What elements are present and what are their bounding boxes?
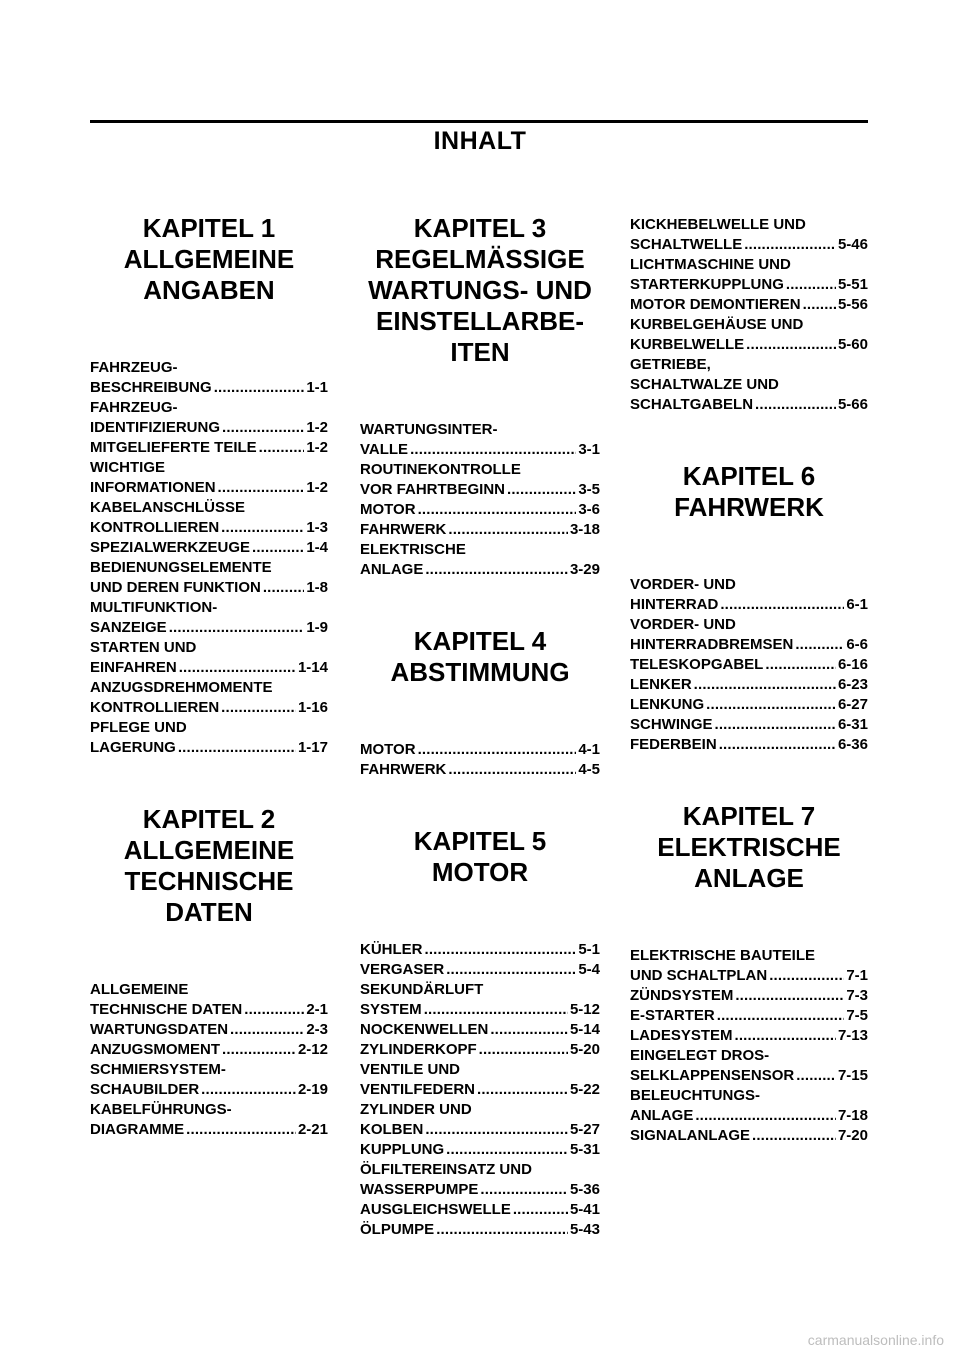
toc-entry-page: 5-27	[569, 1121, 600, 1138]
toc-entry[interactable]	[630, 695, 868, 715]
toc-entry-title: SCHAUBILDER	[90, 1081, 200, 1098]
toc-entry-title: UND SCHALTPLAN	[630, 967, 768, 984]
toc-entry-page: 1-4	[306, 539, 328, 556]
toc-entry-title: SPEZIALWERKZEUGE	[90, 539, 251, 556]
toc-entry[interactable]	[90, 358, 328, 398]
chapter-4	[360, 626, 600, 780]
dot-leader	[436, 1220, 568, 1240]
toc-entry-title-line1: VORDER- UND	[630, 616, 736, 633]
toc-entry[interactable]	[90, 718, 328, 758]
dot-leader	[410, 440, 576, 460]
toc-entry[interactable]	[630, 655, 868, 675]
toc-entry-title: LAGERUNG	[90, 739, 176, 756]
dot-leader	[480, 1180, 568, 1200]
toc-entry-title-line1: WARTUNGSINTER-	[360, 421, 498, 438]
toc-entry-page: 1-2	[306, 439, 328, 456]
toc-entry-page: 5-31	[569, 1141, 600, 1158]
dot-leader	[214, 378, 305, 398]
toc-entry[interactable]	[360, 460, 600, 500]
toc-entry-title: VOR FAHRTBEGINN	[360, 481, 506, 498]
toc-entry-page: 6-6	[846, 636, 868, 653]
toc-entry[interactable]	[360, 1140, 600, 1160]
dot-leader	[786, 275, 836, 295]
toc-entry-title: SCHWINGE	[630, 716, 713, 733]
toc-entry[interactable]	[630, 715, 868, 735]
toc-entry-title: ZYLINDERKOPF	[360, 1041, 477, 1058]
toc-entry-title-line1: KABELANSCHLÜSSE	[90, 499, 246, 516]
dot-leader	[221, 518, 304, 538]
toc-entry[interactable]	[360, 1100, 600, 1140]
toc-entry-title: NOCKENWELLEN	[360, 1021, 489, 1038]
toc-entry-title: AUSGLEICHSWELLE	[360, 1201, 511, 1218]
dot-leader	[755, 395, 836, 415]
toc-entry[interactable]	[360, 1020, 600, 1040]
toc-entry-title: UND DEREN FUNKTION	[90, 579, 261, 596]
toc-entry-title: KOLBEN	[360, 1121, 424, 1138]
toc-entry-title: KONTROLLIEREN	[90, 699, 220, 716]
toc-entry-page: 5-1	[578, 941, 600, 958]
toc-entry-page: 6-16	[837, 656, 868, 673]
toc-entry-page: 1-16	[297, 699, 328, 716]
toc-entry-page: 1-1	[306, 379, 328, 396]
toc-entry-title: E-STARTER	[630, 1007, 715, 1024]
chapter-heading: KAPITEL 6 FAHRWERK	[674, 461, 824, 522]
toc-entry[interactable]	[630, 315, 868, 355]
toc-entry-page: 5-4	[578, 961, 600, 978]
dot-leader	[720, 595, 844, 615]
dot-leader	[179, 658, 296, 678]
toc-entry-page: 5-20	[569, 1041, 600, 1058]
toc-entry[interactable]	[630, 215, 868, 255]
toc-column-1	[90, 205, 328, 1140]
toc-entry-page: 6-1	[846, 596, 868, 613]
toc-entry[interactable]	[360, 1220, 600, 1240]
toc-entry-page: 2-21	[297, 1121, 328, 1138]
toc-entry-page: 5-36	[569, 1181, 600, 1198]
toc-entry-page: 3-6	[578, 501, 600, 518]
toc-entry-title: MITGELIEFERTE TEILE	[90, 439, 257, 456]
dot-leader	[222, 418, 304, 438]
toc-entry-page: 5-12	[569, 1001, 600, 1018]
dot-leader	[803, 295, 836, 315]
toc-entry[interactable]	[90, 438, 328, 458]
toc-entry-page: 4-1	[578, 741, 600, 758]
toc-entry-title: INFORMATIONEN	[90, 479, 216, 496]
toc-entry[interactable]	[630, 1006, 868, 1026]
toc-entry[interactable]	[360, 500, 600, 520]
dot-leader	[735, 986, 844, 1006]
toc-entry-title: SIGNALANLAGE	[630, 1127, 750, 1144]
toc-entry-page: 5-41	[569, 1201, 600, 1218]
toc-entry-page: 7-3	[846, 987, 868, 1004]
toc-entry[interactable]	[630, 615, 868, 655]
toc-entry-title: STARTERKUPPLUNG	[630, 276, 784, 293]
toc-entry[interactable]	[630, 575, 868, 615]
toc-entry-title: VENTILFEDERN	[360, 1081, 476, 1098]
toc-entry-title: MOTOR	[360, 501, 416, 518]
toc-entry[interactable]	[630, 255, 868, 295]
dot-leader	[513, 1200, 568, 1220]
dot-leader	[448, 760, 576, 780]
dot-leader	[744, 235, 836, 255]
top-rule	[90, 120, 868, 123]
dot-leader	[477, 1080, 568, 1100]
toc-entry-title: ÖLPUMPE	[360, 1221, 435, 1238]
toc-entry-page: 1-9	[306, 619, 328, 636]
toc-entry-title-line1: KABELFÜHRUNGS-	[90, 1101, 232, 1118]
toc-entry[interactable]	[90, 638, 328, 678]
toc-entry-page: 5-66	[837, 396, 868, 413]
toc-entry-page: 2-3	[306, 1021, 328, 1038]
toc-entry[interactable]	[360, 1060, 600, 1100]
toc-entry-title-line1: ROUTINEKONTROLLE	[360, 461, 521, 478]
toc-entry[interactable]	[360, 520, 600, 540]
dot-leader	[178, 738, 296, 758]
toc-entry-title: FAHRWERK	[360, 521, 447, 538]
dot-leader	[719, 735, 836, 755]
toc-entry[interactable]	[90, 498, 328, 538]
dot-leader	[706, 695, 836, 715]
toc-entry-title: LADESYSTEM	[630, 1027, 733, 1044]
toc-entry[interactable]	[90, 398, 328, 438]
chapter-heading: KAPITEL 2 ALLGEMEINE TECHNISCHE DATEN	[123, 804, 295, 927]
toc-entry[interactable]	[360, 1160, 600, 1200]
dot-leader	[222, 1040, 296, 1060]
dot-leader	[746, 335, 836, 355]
toc-entry-title: LENKUNG	[630, 696, 705, 713]
dot-leader	[695, 1106, 836, 1126]
toc-entry[interactable]	[90, 598, 328, 638]
toc-entry-title: HINTERRAD	[630, 596, 719, 613]
toc-entry-page: 7-18	[837, 1107, 868, 1124]
dot-leader	[752, 1126, 836, 1146]
toc-entry[interactable]	[90, 558, 328, 598]
page-title: INHALT	[433, 127, 527, 155]
toc-entry[interactable]	[630, 1026, 868, 1046]
toc-entry-page: 2-12	[297, 1041, 328, 1058]
dot-leader	[244, 1000, 304, 1020]
toc-entry[interactable]	[630, 355, 868, 415]
toc-entry-title: FAHRWERK	[360, 761, 447, 778]
toc-entry-page: 7-13	[837, 1027, 868, 1044]
toc-entry-title: VALLE	[360, 441, 409, 458]
toc-entry-page: 5-14	[569, 1021, 600, 1038]
dot-leader	[769, 966, 844, 986]
toc-entry-title-line1: VORDER- UND	[630, 576, 736, 593]
toc-entry[interactable]	[90, 678, 328, 718]
dot-leader	[169, 618, 305, 638]
toc-entry-title: SCHALTWELLE	[630, 236, 743, 253]
dot-leader	[717, 1006, 845, 1026]
toc-entry-page: 1-2	[306, 479, 328, 496]
toc-entry-page: 6-31	[837, 716, 868, 733]
chapter-5-part-2	[630, 215, 868, 415]
toc-entry-title-line1: WICHTIGE	[90, 459, 165, 476]
dot-leader	[446, 1140, 568, 1160]
toc-entry-page: 7-15	[837, 1067, 868, 1084]
dot-leader	[735, 1026, 836, 1046]
toc-entry-title: WASSERPUMPE	[360, 1181, 479, 1198]
chapter-heading: KAPITEL 7 ELEKTRISCHE ANLAGE	[657, 801, 841, 893]
toc-entry-title-line1: KURBELGEHÄUSE UND	[630, 316, 804, 333]
toc-entry[interactable]	[630, 1046, 868, 1086]
toc-entry-title-line1: LICHTMASCHINE UND	[630, 256, 791, 273]
toc-entry-title-line1: SEKUNDÄRLUFT	[360, 981, 484, 998]
toc-entry-title: SANZEIGE	[90, 619, 167, 636]
toc-entry[interactable]	[630, 1086, 868, 1126]
toc-entry[interactable]	[630, 735, 868, 755]
toc-entry-title: DIAGRAMME	[90, 1121, 185, 1138]
toc-entry-title-line1: ALLGEMEINE	[90, 981, 189, 998]
toc-entry-title-line1: KICKHEBELWELLE UND	[630, 216, 806, 233]
toc-entry-page: 6-36	[837, 736, 868, 753]
dot-leader	[715, 715, 836, 735]
toc-entry-page: 3-5	[578, 481, 600, 498]
dot-leader	[221, 698, 296, 718]
toc-entry[interactable]	[90, 1020, 328, 1040]
toc-column-2	[360, 205, 600, 1240]
dot-leader	[795, 635, 844, 655]
toc-entry[interactable]	[360, 960, 600, 980]
chapter-heading: KAPITEL 3 REGELMÄSSIGE WARTUNGS- UND EINSTELLARBE- ITEN	[368, 213, 592, 367]
toc-entry-page: 7-5	[846, 1007, 868, 1024]
dot-leader	[694, 675, 836, 695]
toc-entry-title: ANZUGSMOMENT	[90, 1041, 220, 1058]
chapter-heading: KAPITEL 5 MOTOR	[413, 826, 547, 887]
dot-leader	[507, 480, 576, 500]
toc-entry-title: SYSTEM	[360, 1001, 422, 1018]
toc-entry-title: ANLAGE	[630, 1107, 694, 1124]
toc-entry-title-line1: ZYLINDER UND	[360, 1101, 472, 1118]
toc-entry-title: BESCHREIBUNG	[90, 379, 212, 396]
toc-entry-title: TELESKOPGABEL	[630, 656, 764, 673]
dot-leader	[201, 1080, 296, 1100]
toc-column-3	[630, 215, 868, 1146]
toc-entry[interactable]	[360, 980, 600, 1020]
toc-entry-title: SCHALTGABELN	[630, 396, 754, 413]
toc-entry-page: 2-19	[297, 1081, 328, 1098]
toc-entry[interactable]	[360, 1200, 600, 1220]
toc-entry-title: KURBELWELLE	[630, 336, 745, 353]
toc-entry-title-line1: ANZUGSDREHMOMENTE	[90, 679, 273, 696]
toc-entry[interactable]	[90, 1060, 328, 1100]
dot-leader	[218, 478, 305, 498]
toc-entry-title-line1: VENTILE UND	[360, 1061, 461, 1078]
toc-entry[interactable]	[630, 946, 868, 986]
dot-leader	[186, 1120, 296, 1140]
toc-entry[interactable]	[360, 420, 600, 460]
toc-entry-title: KONTROLLIEREN	[90, 519, 220, 536]
toc-entry-page: 1-3	[306, 519, 328, 536]
toc-entry-title: LENKER	[630, 676, 692, 693]
toc-entry[interactable]	[630, 295, 868, 315]
dot-leader	[263, 578, 304, 598]
toc-entry-page: 2-1	[306, 1001, 328, 1018]
toc-entry[interactable]	[90, 1100, 328, 1140]
toc-entry[interactable]	[360, 1040, 600, 1060]
toc-entry-title: EINFAHREN	[90, 659, 177, 676]
dot-leader	[418, 740, 577, 760]
dot-leader	[252, 538, 304, 558]
toc-entry-title-line1: SCHMIERSYSTEM-	[90, 1061, 226, 1078]
toc-entry-page: 5-56	[837, 296, 868, 313]
toc-entry-title: HINTERRADBREMSEN	[630, 636, 794, 653]
toc-entry-page: 4-5	[578, 761, 600, 778]
toc-entry-title-line1: BEDIENUNGSELEMENTE	[90, 559, 272, 576]
toc-entry[interactable]	[90, 980, 328, 1020]
toc-entry[interactable]	[360, 740, 600, 760]
toc-entry-title: KÜHLER	[360, 941, 423, 958]
dot-leader	[425, 1120, 568, 1140]
toc-entry-title: IDENTIFIZIERUNG	[90, 419, 220, 436]
toc-entry[interactable]	[360, 540, 600, 580]
toc-entry-page: 7-20	[837, 1127, 868, 1144]
toc-entry-title: FEDERBEIN	[630, 736, 717, 753]
toc-entry-title-line1: GETRIEBE, SCHALTWALZE UND	[630, 356, 779, 393]
toc-entry-page: 6-27	[837, 696, 868, 713]
toc-entry[interactable]	[90, 538, 328, 558]
toc-entry-page: 1-2	[306, 419, 328, 436]
toc-entry-title: MOTOR	[360, 741, 416, 758]
chapter-heading: KAPITEL 1 ALLGEMEINE ANGABEN	[123, 213, 295, 305]
toc-entry-title: ZÜNDSYSTEM	[630, 987, 734, 1004]
toc-entry[interactable]	[630, 675, 868, 695]
toc-entry-page: 6-23	[837, 676, 868, 693]
toc-entry-page: 1-17	[297, 739, 328, 756]
toc-entry[interactable]	[90, 458, 328, 498]
toc-entry-page: 3-29	[569, 561, 600, 578]
toc-entry-page: 1-8	[306, 579, 328, 596]
dot-leader	[479, 1040, 568, 1060]
chapter-3	[360, 213, 600, 580]
toc-entry-title-line1: ÖLFILTEREINSATZ UND	[360, 1161, 532, 1178]
toc-entry-page: 5-43	[569, 1221, 600, 1238]
dot-leader	[425, 940, 577, 960]
toc-entry-title-line1: FAHRZEUG-	[90, 399, 178, 416]
dot-leader	[424, 1000, 568, 1020]
toc-entry-title: SELKLAPPENSENSOR	[630, 1067, 795, 1084]
watermark: carmanualsonline.info	[807, 1332, 944, 1348]
toc-entry-title-line1: BELEUCHTUNGS-	[630, 1087, 760, 1104]
toc-entry-title: ANLAGE	[360, 561, 424, 578]
toc-entry-title-line1: ELEKTRISCHE	[360, 541, 466, 558]
chapter-7	[630, 801, 868, 1146]
chapter-heading: KAPITEL 4 ABSTIMMUNG	[390, 626, 570, 687]
dot-leader	[446, 960, 576, 980]
toc-entry-page: 5-60	[837, 336, 868, 353]
dot-leader	[490, 1020, 568, 1040]
toc-entry[interactable]	[90, 1040, 328, 1060]
toc-entry[interactable]	[630, 1126, 868, 1146]
toc-entry-title: TECHNISCHE DATEN	[90, 1001, 243, 1018]
toc-entry-page: 5-22	[569, 1081, 600, 1098]
toc-entry-title: MOTOR DEMONTIEREN	[630, 296, 801, 313]
dot-leader	[230, 1020, 304, 1040]
toc-entry-page: 5-46	[837, 236, 868, 253]
toc-entry[interactable]	[360, 940, 600, 960]
toc-entry-title-line1: PFLEGE UND	[90, 719, 187, 736]
toc-entry-title: WARTUNGSDATEN	[90, 1021, 229, 1038]
chapter-5-part-1	[360, 826, 600, 1240]
toc-entry-title: VERGASER	[360, 961, 445, 978]
chapter-6	[630, 461, 868, 755]
dot-leader	[425, 560, 568, 580]
dot-leader	[796, 1066, 836, 1086]
dot-leader	[448, 520, 568, 540]
toc-entry-page: 7-1	[846, 967, 868, 984]
toc-entry[interactable]	[360, 760, 600, 780]
dot-leader	[418, 500, 577, 520]
toc-entry-title-line1: FAHRZEUG-	[90, 359, 178, 376]
toc-entry-title-line1: EINGELEGT DROS-	[630, 1047, 770, 1064]
dot-leader	[765, 655, 836, 675]
toc-entry-title-line1: STARTEN UND	[90, 639, 197, 656]
toc-entry-page: 3-18	[569, 521, 600, 538]
chapter-2	[90, 804, 328, 1140]
chapter-1	[90, 213, 328, 758]
toc-entry[interactable]	[630, 986, 868, 1006]
toc-entry-page: 1-14	[297, 659, 328, 676]
toc-entry-page: 5-51	[837, 276, 868, 293]
toc-entry-title: KUPPLUNG	[360, 1141, 445, 1158]
toc-entry-page: 3-1	[578, 441, 600, 458]
dot-leader	[259, 438, 305, 458]
toc-entry-title-line1: ELEKTRISCHE BAUTEILE	[630, 947, 816, 964]
toc-entry-title-line1: MULTIFUNKTION-	[90, 599, 218, 616]
